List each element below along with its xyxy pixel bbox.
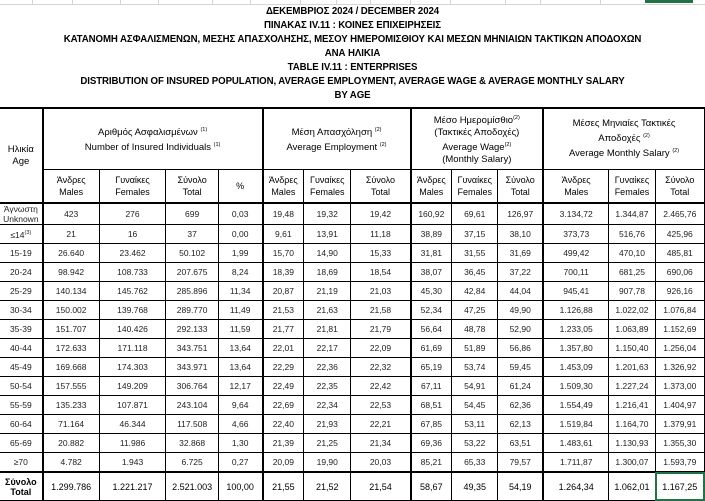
cell-wage-f[interactable]: 54,45 bbox=[452, 396, 498, 415]
cell-emp-t[interactable]: 15,33 bbox=[351, 244, 411, 263]
cell-sal-f[interactable]: 1.063,89 bbox=[609, 320, 655, 339]
cell-ins-m[interactable]: 172.633 bbox=[43, 339, 100, 358]
cell-pct[interactable]: 11,59 bbox=[218, 320, 262, 339]
cell-sal-f[interactable]: 1.344,87 bbox=[609, 203, 655, 225]
cell-ins-t[interactable]: 292.133 bbox=[166, 320, 218, 339]
cell-emp-m[interactable]: 9,61 bbox=[263, 225, 304, 244]
cell-ins-m[interactable]: 135.233 bbox=[43, 396, 100, 415]
table-row bbox=[0, 339, 705, 358]
cell-wage-f[interactable]: 49,35 bbox=[452, 472, 498, 501]
cell-wage-m[interactable]: 69,36 bbox=[411, 434, 452, 453]
cell-pct[interactable]: 13,64 bbox=[218, 358, 262, 377]
cell-wage-t[interactable]: 62,13 bbox=[498, 415, 543, 434]
subheader-insured-females[interactable]: Γυναίκες Females bbox=[99, 170, 166, 204]
cell-sal-f[interactable]: 1.201,63 bbox=[609, 358, 655, 377]
cell-ins-f[interactable]: 107.871 bbox=[99, 396, 166, 415]
title-desc-gr-2: ΑΝΑ ΗΛΙΚΙΑ bbox=[324, 47, 381, 59]
table-row bbox=[0, 396, 705, 415]
cell-ins-t[interactable]: 37 bbox=[166, 225, 218, 244]
cell-age[interactable]: 25-29 bbox=[0, 282, 43, 301]
table-row bbox=[0, 225, 705, 244]
cell-emp-t[interactable]: 21,54 bbox=[351, 472, 411, 501]
cell-ins-t[interactable]: 32.868 bbox=[166, 434, 218, 453]
cell-sal-t[interactable]: 1.326,92 bbox=[655, 358, 704, 377]
cell-emp-t[interactable]: 21,79 bbox=[351, 320, 411, 339]
cell-wage-f[interactable]: 53,22 bbox=[452, 434, 498, 453]
cell-emp-m[interactable]: 20,87 bbox=[263, 282, 304, 301]
cell-ins-f[interactable]: 139.768 bbox=[99, 301, 166, 320]
subheader-wage-males[interactable]: Άνδρες Males bbox=[411, 170, 452, 204]
cell-emp-f[interactable]: 19,90 bbox=[304, 453, 351, 473]
table-row bbox=[0, 453, 705, 473]
cell-sal-t[interactable]: 1.076,84 bbox=[655, 301, 704, 320]
cell-ins-m[interactable]: 20.882 bbox=[43, 434, 100, 453]
cell-sal-f[interactable]: 1.300,07 bbox=[609, 453, 655, 473]
cell-ins-m[interactable]: 140.134 bbox=[43, 282, 100, 301]
cell-age[interactable]: 65-69 bbox=[0, 434, 43, 453]
cell-wage-m[interactable]: 68,51 bbox=[411, 396, 452, 415]
cell-emp-f[interactable]: 21,81 bbox=[304, 320, 351, 339]
cell-wage-t[interactable]: 59,45 bbox=[498, 358, 543, 377]
cell-wage-f[interactable]: 51,89 bbox=[452, 339, 498, 358]
cell-sal-t[interactable]: 1.404,97 bbox=[655, 396, 704, 415]
cell-ins-t[interactable]: 285.896 bbox=[166, 282, 218, 301]
header-row-groups bbox=[0, 108, 705, 170]
cell-pct[interactable]: 0,00 bbox=[218, 225, 262, 244]
title-desc-gr: ΚΑΤΑΝΟΜΗ ΑΣΦΑΛΙΣΜΕΝΩΝ, ΜΕΣΗΣ ΑΠΑΣΧΟΛΗΣΗΣ, ΜΕΣΟΥ ΗΜΕΡΟΜΙΣΘΙΟΥ ΚΑΙ ΜΕΣΩΝ ΜΗΝΙΑΙΩΝ ΤΑΚΤΙΚΩΝ ΑΠΟΔΟΧΩΝ bbox=[63, 33, 642, 45]
cell-ins-f[interactable]: 174.303 bbox=[99, 358, 166, 377]
cell-sal-m[interactable]: 700,11 bbox=[543, 263, 609, 282]
cell-wage-f[interactable]: 69,61 bbox=[452, 203, 498, 225]
cell-sal-f[interactable]: 1.227,24 bbox=[609, 377, 655, 396]
cell-emp-m[interactable]: 21,55 bbox=[263, 472, 304, 501]
cell-sal-t[interactable]: 485,81 bbox=[655, 244, 704, 263]
title-desc-en: DISTRIBUTION OF INSURED POPULATION, AVERAGE EMPLOYMENT, AVERAGE WAGE & AVERAGE MONTHLY SALARY bbox=[80, 75, 625, 87]
header-row-subcolumns bbox=[0, 170, 705, 204]
cell-sal-f[interactable]: 681,25 bbox=[609, 263, 655, 282]
cell-wage-f[interactable]: 31,55 bbox=[452, 244, 498, 263]
cell-wage-f[interactable]: 47,25 bbox=[452, 301, 498, 320]
title-desc-en-2: BY AGE bbox=[334, 89, 371, 101]
cell-sal-t[interactable]: 1.355,30 bbox=[655, 434, 704, 453]
cell-sal-m[interactable]: 945,41 bbox=[543, 282, 609, 301]
cell-emp-t[interactable]: 19,42 bbox=[351, 203, 411, 225]
cell-wage-f[interactable]: 65,33 bbox=[452, 453, 498, 473]
header-age[interactable]: Ηλικία Age bbox=[0, 108, 43, 203]
cell-wage-m[interactable]: 38,07 bbox=[411, 263, 452, 282]
title-table-gr: ΠΙΝΑΚΑΣ IV.11 : ΚΟΙΝΕΣ ΕΠΙΧΕΙΡΗΣΕΙΣ bbox=[263, 19, 441, 31]
cell-wage-f[interactable]: 53,74 bbox=[452, 358, 498, 377]
cell-sal-t[interactable]: 1.373,00 bbox=[655, 377, 704, 396]
cell-age[interactable]: 15-19 bbox=[0, 244, 43, 263]
cell-emp-t[interactable]: 21,34 bbox=[351, 434, 411, 453]
cell-sal-m[interactable]: 1.233,05 bbox=[543, 320, 609, 339]
cell-pct[interactable]: 11,49 bbox=[218, 301, 262, 320]
cell-emp-m[interactable]: 21,77 bbox=[263, 320, 304, 339]
cell-wage-m[interactable]: 67,11 bbox=[411, 377, 452, 396]
cell-emp-t[interactable]: 22,21 bbox=[351, 415, 411, 434]
cell-emp-t[interactable]: 22,42 bbox=[351, 377, 411, 396]
cell-age[interactable]: Άγνωστη Unknown bbox=[0, 203, 43, 225]
cell-emp-f[interactable]: 22,36 bbox=[304, 358, 351, 377]
header-salary[interactable]: Μέσες Μηνιαίες Τακτικές Αποδοχές $^{(2)}$ Average Monthly Salary $^{(2)}$ bbox=[543, 108, 704, 170]
cell-sal-t[interactable]: 1.593,79 bbox=[655, 453, 704, 473]
cell-wage-f[interactable]: 54,91 bbox=[452, 377, 498, 396]
cell-wage-t[interactable]: 31,69 bbox=[498, 244, 543, 263]
cell-sal-t[interactable]: 1.152,69 bbox=[655, 320, 704, 339]
table-row bbox=[0, 282, 705, 301]
cell-emp-m[interactable]: 19,48 bbox=[263, 203, 304, 225]
cell-emp-f[interactable]: 21,63 bbox=[304, 301, 351, 320]
header-employment[interactable]: Μέση Απασχόληση $^{(2)}$ Average Employment $^{(2)}$ bbox=[263, 108, 411, 170]
cell-ins-f[interactable]: 16 bbox=[99, 225, 166, 244]
table-row bbox=[0, 320, 705, 339]
cell-pct[interactable]: 8,24 bbox=[218, 263, 262, 282]
subheader-salary-total[interactable]: Σύνολο Total bbox=[655, 170, 704, 204]
cell-emp-m[interactable]: 15,70 bbox=[263, 244, 304, 263]
cell-wage-t[interactable]: 79,57 bbox=[498, 453, 543, 473]
table-row bbox=[0, 415, 705, 434]
table-titles bbox=[0, 4, 705, 102]
table-row bbox=[0, 358, 705, 377]
cell-sal-f[interactable]: 1.062,01 bbox=[609, 472, 655, 501]
cell-sal-m[interactable]: 373,73 bbox=[543, 225, 609, 244]
cell-emp-m[interactable]: 21,53 bbox=[263, 301, 304, 320]
cell-wage-m[interactable]: 45,30 bbox=[411, 282, 452, 301]
cell-sal-f[interactable]: 1.130,93 bbox=[609, 434, 655, 453]
title-period: ΔΕΚΕΜΒΡΙΟΣ 2024 / DECEMBER 2024 bbox=[265, 5, 440, 17]
cell-sal-f[interactable]: 1.022,02 bbox=[609, 301, 655, 320]
table-total-row bbox=[0, 472, 705, 501]
subheader-wage-total[interactable]: Σύνολο Total bbox=[498, 170, 543, 204]
cell-wage-m[interactable]: 56,64 bbox=[411, 320, 452, 339]
cell-ins-m[interactable]: 21 bbox=[43, 225, 100, 244]
cell-sal-m[interactable]: 1.453,09 bbox=[543, 358, 609, 377]
cell-emp-f[interactable]: 22,35 bbox=[304, 377, 351, 396]
cell-wage-t[interactable]: 49,90 bbox=[498, 301, 543, 320]
cell-emp-f[interactable]: 22,34 bbox=[304, 396, 351, 415]
cell-ins-m[interactable]: 26.640 bbox=[43, 244, 100, 263]
cell-ins-m[interactable]: 4.782 bbox=[43, 453, 100, 473]
table-row bbox=[0, 203, 705, 225]
cell-wage-f[interactable]: 48,78 bbox=[452, 320, 498, 339]
cell-sal-m[interactable]: 1.126,88 bbox=[543, 301, 609, 320]
cell-sal-f[interactable]: 470,10 bbox=[609, 244, 655, 263]
cell-age[interactable]: 55-59 bbox=[0, 396, 43, 415]
cell-ins-t[interactable]: 2.521.003 bbox=[166, 472, 218, 501]
cell-ins-f[interactable]: 23.462 bbox=[99, 244, 166, 263]
cell-age[interactable]: ≥70 bbox=[0, 453, 43, 473]
cell-pct[interactable]: 100,00 bbox=[218, 472, 262, 501]
cell-wage-f[interactable]: 42,84 bbox=[452, 282, 498, 301]
cell-wage-f[interactable]: 36,45 bbox=[452, 263, 498, 282]
cell-sal-m[interactable]: 1.711,87 bbox=[543, 453, 609, 473]
table-row bbox=[0, 301, 705, 320]
cell-ins-t[interactable]: 343.751 bbox=[166, 339, 218, 358]
cell-sal-f[interactable]: 1.216,41 bbox=[609, 396, 655, 415]
subheader-insured-total[interactable]: Σύνολο Total bbox=[166, 170, 218, 204]
cell-ins-t[interactable]: 117.508 bbox=[166, 415, 218, 434]
cell-age[interactable]: 35-39 bbox=[0, 320, 43, 339]
cell-sal-f[interactable]: 1.164,70 bbox=[609, 415, 655, 434]
cell-ins-m[interactable]: 150.002 bbox=[43, 301, 100, 320]
cell-ins-t[interactable]: 207.675 bbox=[166, 263, 218, 282]
cell-age[interactable]: 40-44 bbox=[0, 339, 43, 358]
cell-emp-m[interactable]: 20,09 bbox=[263, 453, 304, 473]
cell-sal-t[interactable]: 425,96 bbox=[655, 225, 704, 244]
cell-age[interactable]: 20-24 bbox=[0, 263, 43, 282]
cell-selection-indicator bbox=[645, 0, 693, 3]
cell-age[interactable]: Σύνολο Total bbox=[0, 472, 43, 501]
data-table bbox=[0, 107, 705, 501]
cell-wage-m[interactable]: 58,67 bbox=[411, 472, 452, 501]
cell-wage-f[interactable]: 37,15 bbox=[452, 225, 498, 244]
cell-wage-m[interactable]: 31,81 bbox=[411, 244, 452, 263]
cell-wage-t[interactable]: 52,90 bbox=[498, 320, 543, 339]
cell-age[interactable]: 30-34 bbox=[0, 301, 43, 320]
cell-emp-m[interactable]: 22,40 bbox=[263, 415, 304, 434]
table-row bbox=[0, 377, 705, 396]
cell-wage-t[interactable]: 62,36 bbox=[498, 396, 543, 415]
cell-sal-m[interactable]: 1.264,34 bbox=[543, 472, 609, 501]
cell-wage-t[interactable]: 63,51 bbox=[498, 434, 543, 453]
cell-pct[interactable]: 11,34 bbox=[218, 282, 262, 301]
cell-emp-m[interactable]: 22,29 bbox=[263, 358, 304, 377]
cell-ins-m[interactable]: 151.707 bbox=[43, 320, 100, 339]
cell-emp-f[interactable]: 18,69 bbox=[304, 263, 351, 282]
cell-ins-m[interactable]: 169.668 bbox=[43, 358, 100, 377]
cell-wage-t[interactable]: 38,10 bbox=[498, 225, 543, 244]
cell-wage-m[interactable]: 65,19 bbox=[411, 358, 452, 377]
cell-age[interactable]: $\le 14^{(3)}$ bbox=[0, 225, 43, 244]
cell-emp-m[interactable]: 21,39 bbox=[263, 434, 304, 453]
cell-emp-m[interactable]: 18,39 bbox=[263, 263, 304, 282]
cell-ins-t[interactable]: 343.971 bbox=[166, 358, 218, 377]
cell-wage-m[interactable]: 61,69 bbox=[411, 339, 452, 358]
subheader-employment-total[interactable]: Σύνολο Total bbox=[351, 170, 411, 204]
cell-emp-t[interactable]: 11,18 bbox=[351, 225, 411, 244]
cell-sal-t[interactable]: 926,16 bbox=[655, 282, 704, 301]
cell-wage-m[interactable]: 85,21 bbox=[411, 453, 452, 473]
cell-ins-t[interactable]: 243.104 bbox=[166, 396, 218, 415]
cell-ins-t[interactable]: 306.764 bbox=[166, 377, 218, 396]
cell-pct[interactable]: 12,17 bbox=[218, 377, 262, 396]
cell-ins-t[interactable]: 50.102 bbox=[166, 244, 218, 263]
cell-wage-m[interactable]: 38,89 bbox=[411, 225, 452, 244]
subheader-insured-males[interactable]: Άνδρες Males bbox=[43, 170, 100, 204]
cell-ins-t[interactable]: 699 bbox=[166, 203, 218, 225]
cell-sal-t[interactable]: 1.379,91 bbox=[655, 415, 704, 434]
subheader-wage-females[interactable]: Γυναίκες Females bbox=[452, 170, 498, 204]
cell-wage-t[interactable]: 37,22 bbox=[498, 263, 543, 282]
subheader-salary-males[interactable]: Άνδρες Males bbox=[543, 170, 609, 204]
cell-emp-f[interactable]: 13,91 bbox=[304, 225, 351, 244]
cell-emp-t[interactable]: 22,09 bbox=[351, 339, 411, 358]
cell-ins-m[interactable]: 98.942 bbox=[43, 263, 100, 282]
subheader-employment-males[interactable]: Άνδρες Males bbox=[263, 170, 304, 204]
table-row bbox=[0, 263, 705, 282]
cell-ins-t[interactable]: 289.770 bbox=[166, 301, 218, 320]
cell-ins-f[interactable]: 149.209 bbox=[99, 377, 166, 396]
cell-sal-t[interactable]: 1.167,25 bbox=[655, 472, 704, 501]
cell-wage-t[interactable]: 56,86 bbox=[498, 339, 543, 358]
cell-emp-f[interactable]: 22,17 bbox=[304, 339, 351, 358]
cell-pct[interactable]: 0,03 bbox=[218, 203, 262, 225]
cell-emp-t[interactable]: 22,53 bbox=[351, 396, 411, 415]
cell-ins-m[interactable]: 157.555 bbox=[43, 377, 100, 396]
subheader-insured-pct[interactable]: % bbox=[218, 170, 262, 204]
cell-emp-f[interactable]: 21,19 bbox=[304, 282, 351, 301]
cell-sal-t[interactable]: 690,06 bbox=[655, 263, 704, 282]
cell-sal-t[interactable]: 2.465,76 bbox=[655, 203, 704, 225]
cell-ins-m[interactable]: 71.164 bbox=[43, 415, 100, 434]
cell-ins-f[interactable]: 1.221.217 bbox=[99, 472, 166, 501]
cell-wage-m[interactable]: 52,34 bbox=[411, 301, 452, 320]
cell-sal-m[interactable]: 1.357,80 bbox=[543, 339, 609, 358]
cell-ins-f[interactable]: 108.733 bbox=[99, 263, 166, 282]
cell-emp-f[interactable]: 21,52 bbox=[304, 472, 351, 501]
cell-ins-m[interactable]: 1.299.786 bbox=[43, 472, 100, 501]
cell-sal-m[interactable]: 1.519,84 bbox=[543, 415, 609, 434]
cell-wage-t[interactable]: 61,24 bbox=[498, 377, 543, 396]
table-row bbox=[0, 434, 705, 453]
cell-ins-m[interactable]: 423 bbox=[43, 203, 100, 225]
cell-emp-m[interactable]: 22,69 bbox=[263, 396, 304, 415]
cell-wage-m[interactable]: 160,92 bbox=[411, 203, 452, 225]
cell-emp-f[interactable]: 19,32 bbox=[304, 203, 351, 225]
cell-sal-f[interactable]: 907,78 bbox=[609, 282, 655, 301]
table-body bbox=[0, 203, 705, 501]
cell-emp-t[interactable]: 20,03 bbox=[351, 453, 411, 473]
cell-ins-f[interactable]: 1.943 bbox=[99, 453, 166, 473]
cell-ins-f[interactable]: 140.426 bbox=[99, 320, 166, 339]
cell-age[interactable]: 60-64 bbox=[0, 415, 43, 434]
cell-sal-m[interactable]: 1.509,30 bbox=[543, 377, 609, 396]
cell-emp-m[interactable]: 22,49 bbox=[263, 377, 304, 396]
cell-emp-f[interactable]: 21,25 bbox=[304, 434, 351, 453]
table-row bbox=[0, 244, 705, 263]
cell-age[interactable]: 45-49 bbox=[0, 358, 43, 377]
cell-wage-t[interactable]: 44,04 bbox=[498, 282, 543, 301]
cell-pct[interactable]: 13,64 bbox=[218, 339, 262, 358]
header-wage[interactable]: Μέσο Ημερομίσθιο$^{(2)}$ (Τακτικές Αποδοχές) Average Wage$^{(2)}$ (Monthly Salary) bbox=[411, 108, 544, 170]
cell-wage-f[interactable]: 53,11 bbox=[452, 415, 498, 434]
cell-pct[interactable]: 1,30 bbox=[218, 434, 262, 453]
cell-emp-t[interactable]: 21,03 bbox=[351, 282, 411, 301]
cell-emp-f[interactable]: 14,90 bbox=[304, 244, 351, 263]
title-table-en: TABLE IV.11 : ENTERPRISES bbox=[287, 61, 418, 73]
cell-sal-f[interactable]: 1.150,40 bbox=[609, 339, 655, 358]
cell-ins-f[interactable]: 145.762 bbox=[99, 282, 166, 301]
cell-pct[interactable]: 0,27 bbox=[218, 453, 262, 473]
cell-sal-m[interactable]: 3.134,72 bbox=[543, 203, 609, 225]
cell-ins-f[interactable]: 171.118 bbox=[99, 339, 166, 358]
cell-emp-m[interactable]: 22,01 bbox=[263, 339, 304, 358]
cell-sal-t[interactable]: 1.256,04 bbox=[655, 339, 704, 358]
cell-emp-t[interactable]: 21,58 bbox=[351, 301, 411, 320]
header-insured[interactable]: Αριθμός Ασφαλισμένων $^{(1)}$ Number of Insured Individuals $^{(1)}$ bbox=[43, 108, 263, 170]
subheader-employment-females[interactable]: Γυναίκες Females bbox=[304, 170, 351, 204]
cell-sal-m[interactable]: 1.483,61 bbox=[543, 434, 609, 453]
cell-pct[interactable]: 9,64 bbox=[218, 396, 262, 415]
cell-age[interactable]: 50-54 bbox=[0, 377, 43, 396]
cell-sal-m[interactable]: 499,42 bbox=[543, 244, 609, 263]
cell-wage-m[interactable]: 67,85 bbox=[411, 415, 452, 434]
cell-ins-f[interactable]: 46.344 bbox=[99, 415, 166, 434]
cell-pct[interactable]: 4,66 bbox=[218, 415, 262, 434]
cell-emp-f[interactable]: 21,93 bbox=[304, 415, 351, 434]
cell-ins-f[interactable]: 276 bbox=[99, 203, 166, 225]
cell-ins-t[interactable]: 6.725 bbox=[166, 453, 218, 473]
cell-emp-t[interactable]: 22,32 bbox=[351, 358, 411, 377]
cell-pct[interactable]: 1,99 bbox=[218, 244, 262, 263]
cell-ins-f[interactable]: 11.986 bbox=[99, 434, 166, 453]
subheader-salary-females[interactable]: Γυναίκες Females bbox=[609, 170, 655, 204]
cell-wage-t[interactable]: 54,19 bbox=[498, 472, 543, 501]
cell-emp-t[interactable]: 18,54 bbox=[351, 263, 411, 282]
cell-wage-t[interactable]: 126,97 bbox=[498, 203, 543, 225]
cell-sal-m[interactable]: 1.554,49 bbox=[543, 396, 609, 415]
cell-sal-f[interactable]: 516,76 bbox=[609, 225, 655, 244]
